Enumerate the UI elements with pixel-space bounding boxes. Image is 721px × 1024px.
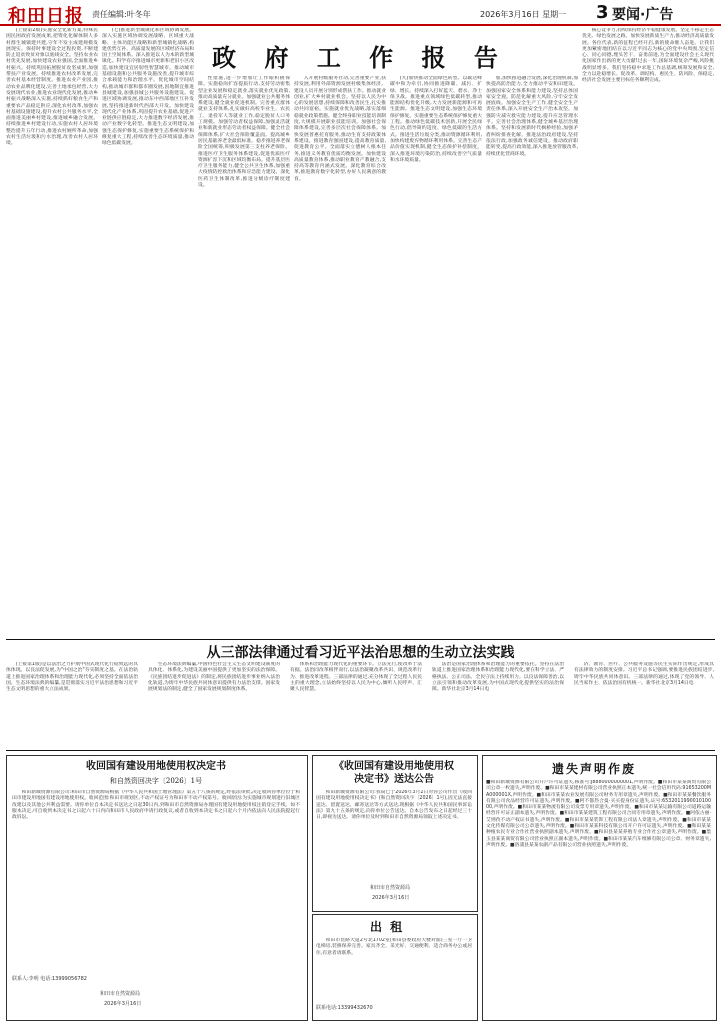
article-headline: 从三部法律通过看习近平法治思想的生动立法实践 xyxy=(206,645,515,661)
article-column-5: 济、教育、医疗、公共服务设施等民生实际作出规定,形成具有法律效力的制度安排。习近平总书记强调,要推进民族团结进步,铸牢中华民族共同体意识。三部法律的通过,体现了党的领导、人民当家作主、依法治国有机统一。新华社北京3月14日电 xyxy=(574,662,714,686)
divider xyxy=(6,639,715,640)
report-column-1: (上接第2版)实施安全化新方案,特殊民困民困政府发展成果,把资化化解体制人多村群生城镇建共建,守年不发主成建规模发展现实。保持时事建设全过程投资,不断建防止返贫致贫对象以底线安全。坚持农业农村优先发展,加快建设农业强国,全面推进乡村振兴。持续巩固拓展脱贫攻坚成果,加强帮扶产业发展。持续推进农村改革发展,完善农村基本经营制度。推进农业产业园,推动农业品牌化建设,完善土地承包经营,大力发展现代农业,推进农业现代化发展,推动乡村振兴战略深入实施,持续抓好粮食生产和重要农产品稳定供应,深化农村改革,加强农村基础设施建设,提升农村公共服务水平,全面推进美丽乡村建设,推进城乡融合发展。持续推进乡村建设行动,实施农村人居环境整治提升五年行动,推进农村厕所革命,加强农村生活垃圾和污水治理,改善农村人居环境。 xyxy=(6,28,98,147)
divider xyxy=(6,750,715,751)
article-column-1: (上接第1版)是以法治之力护航中国式现代化行稳致远的具体体现。以良法促发展,为"中国之治"夯实制度之基。在法治轨道上推进国家治理体系和治理能力现代化,必须坚持全面依法治国。生态环境法典的编纂,是贯彻落实习近平法治思想和习近平生态文明思想的重大立法成果。 xyxy=(6,662,138,693)
lost-notices-body: ■和田新城资源有限公司开户许可证遗失,核准号:J8880000000001,声明作废。■和田市某某商贸有限公司公章一枚遗失,声明作废。■和田市某某建材有限公司营业执照正本遗失,统一社会信用代码:91653200MA000001X,声明作废。■和田市某某农业发展有限公司财务专用章遗失,声明作废。■和田市某某餐饮服务有限公司食品经营许可证遗失,声明作废。■阿不都热合曼·买买提身份证遗失,证号:653201199001010000,声明作废。■和田市某某物流有限公司发票专用章遗失,声明作废。■和田市某某运输有限公司道路运输经营许可证正副本遗失,声明作废。■和田市某某建筑工程有限公司合同专用章遗失,声明作废。■阿依古丽·艾则孜不动产权证书遗失,声明作废。■和田市某某装饰工程有限公司法人章遗失,声明作废。■和田市某某文化传媒有限公司公章遗失,声明作废。■和田市某某科技有限公司开户许可证遗失,声明作废。■和田某某种植农民专业合作社营业执照副本遗失,声明作废。■和田县某某养殖专业合作社公章遗失,声明作废。■墨玉县某某商贸有限公司营业执照正副本遗失,声明作废。■和田市某某汽车维修有限公司公章、财务章遗失,声明作废。■洛浦县某某农副产品有限公司营业执照遗失,声明作废。 xyxy=(486,780,711,848)
report-column-3: 性措施,进一步增加让工作眼积极保障。实施稳岗扩容提质行动,支持劳动密集型企业发展和稳定就业,落实就业优先政策,推动高质量充分就业。加强就业公共服务体系建设,健全就业促进机制。完善重点群体就业支持体系,扎实做好高校毕业生、农民工、退役军人等就业工作,稳定脱贫人口务工规模。加强劳动者权益保障,加强灵活就业和新就业形态劳动者权益保障。健全社会保障体系,扩大社会保险覆盖面。提高城乡居民基础养老金最低标准。稳步推进养老保险全国统筹,积极发展第三支柱养老保险。推进医疗卫生服务体系建设,促进优质医疗资源扩容下沉和区域均衡布局。提升基层医疗卫生服务能力,健全公共卫生体系,加强重大疫情防控救治体系和应急能力建设。深化医药卫生体制改革,推进分级诊疗制度建设。 xyxy=(198,76,290,189)
newspaper-logo: 和田日报 xyxy=(8,6,84,27)
page-number: 3 xyxy=(596,2,609,23)
report-column-6: 加,加快推进融合发展,深化治理机制,加快提高防治能力,全力推动平安和田建设。加强国家安全体系和能力建设,坚持总体国家安全观。防范化解重大风险,守牢安全发展底线。加强安全生产工作,健全安全生产责任体系,深入开展安全生产治本攻坚。加强防灾减灾救灾能力建设,提升应急管理水平。完善社会治理体系,健全城乡基层治理体系。坚持和发展新时代枫桥经验,加强矛盾纠纷排查化解。推进法治政府建设,坚持依法行政,加强政务诚信建设。推动政府职能转变,提高行政效能,深入推进放管服改革,持续优化营商环境。 xyxy=(486,76,578,157)
rental-title: 出 租 xyxy=(370,920,405,934)
rental-contact: 联系电话:13399432670 xyxy=(316,1005,373,1011)
service-title-line-2: 决定书》送达公告 xyxy=(354,774,434,785)
issue-date: 2026年3月16日 星期一 xyxy=(480,10,567,19)
service-title-line-1: 《收回国有建设用地使用权 xyxy=(334,761,454,772)
article-column-2: 生态环境法典编纂,中国特色社会主义生态文明建设制度的具体化、体系化,为建设美丽中国提供了更加坚实的法治保障。《民族团结进步促进法》的制定,将民族团结进步事业纳入法治化轨道,为铸牢中华民族共同体意识提供有力法治支撑。国家发展规划法的制定,健全了国家发展规划制度体系。 xyxy=(148,662,280,693)
service-body: 和田新城资源有限公司:我局已于2026年3月2日对你公司作出《收回国有建设用地使用权决定书》(和自然资回决字〔2026〕1号),因无法直接送达、留置送达、邮寄送达等方式送达,现根据《中华人民共和国民事诉讼法》第九十五条的规定,向你单位公告送达。自本公告发布之日起经过三十日,即视为送达。请你单位及时到和田市自然资源局领取上述决定书。 xyxy=(316,790,472,821)
notice-title: 收回国有建设用地使用权决定书 xyxy=(86,761,226,772)
rental-body: 和田市昆路大道2号北1702室(和田县委政府大楼对面)三室一厅一卫电梯房,装修保养完善。家具齐全、采光好、交通便利、适合商务办公或居住,有意者请联系。 xyxy=(316,938,472,956)
report-column-4: 入开展村级服务社动,完善重要产业,扶持发展,利用外部资源发展村级集体经济。建设人员开展分别形成帮扶工作。推动就业创业,扩大乡村就业机会。坚持以人民为中心的发展思想,持续保障和改善民生,扎实推动共同富裕。实施就业优先战略,落实落细稳就业政策措施。健全终身职业技能培训制度,大规模开展职业技能培训。加强社会保障体系建设,完善多层次社会保障体系。加快发展普惠托育服务,推动生育支持政策体系建设。推进教育强国建设,提高教育质量,促进教育公平。全面落实立德树人根本任务,推进义务教育优质均衡发展。加快建设高质量教育体系,推动职业教育产教融合,支持高等教育内涵式发展。深化教育综合改革,推进教育数字化转型,办好人民满意的教育。 xyxy=(294,76,386,182)
report-column-7: 核心竞争力,持续保持经济平稳健康发展。坚定不移走生态优先、绿色发展之路。加快发展新质生产力,推动经济高质量发展。各位代表,新的征程已经开启,新的使命催人奋进。让我们更加紧密地团结在以习近平同志为核心的党中央周围,坚定信心、同心同德,埋头苦干、奋勇前进,为全面建设社会主义现代化国家作出新的更大贡献!过去一年,国际环境复杂严峻,风险挑战明显增多。我们坚持稳中求进工作总基调,统筹发展和安全,全力以赴稳增长、促改革、调结构、惠民生、防风险、保稳定,经济社会发展主要目标任务顺利完成。 xyxy=(582,28,714,84)
notice-doc-number: 和自然资回决字〔2026〕1号 xyxy=(109,777,203,785)
lost-notices-title: 遗失声明作废 xyxy=(552,762,637,776)
report-title: 政 府 工 作 报 告 xyxy=(212,43,508,72)
responsible-editor: 责任编辑:叶冬年 xyxy=(92,10,151,19)
notice-signature: 和田市自然资源局 xyxy=(100,991,141,997)
notice-contact: 联系人:李明 电话:13999056782 xyxy=(12,976,87,982)
notice-date: 2026年3月16日 xyxy=(104,1001,142,1007)
report-column-5: (九)加快推动全面绿色转型。以碳达峰碳中和为牵引,协同推进降碳、减污、扩绿、增长。持续深入打好蓝天、碧水、净土保卫战。推进重点领域绿色低碳转型,推动能源结构优化升级,大力发展新能源和可再生能源。推进生态文明建设,加强生态环境保护修复。实施重要生态系统保护修复重大工程。推动绿色低碳技术创新,开展全民绿色行动,倡导简约适度、绿色低碳的生活方式。推进生活垃圾分类,推动资源循环利用,加快构建废弃物循环利用体系。完善生态产品价值实现机制,健全生态保护补偿制度。深入推进环境污染防治,持续改善空气质量和水环境质量。 xyxy=(390,76,482,163)
service-signature: 和田市自然资源局 xyxy=(370,885,411,891)
section-title: 要闻·广告 xyxy=(612,7,674,23)
notice-body: 和田新城资源有限公司:和田市自然资源局根据《中华人民共和国土地管理法》第五十八条的规定,经依法审批,决定收回你单位位于和田市建设用地国有建设用地使用权。收回范围:和田市规划区,不动产权证号为和田市不动产权第号。收回原因:为实施城市规划进行旧城区改建以及其他公共利益需要。请你单位自本决定书送达之日起30日内,到和田市自然资源局办理国有建设用地使用权注销登记手续。如不服本决定,可自收到本决定书之日起六十日内向和田市人民政府申请行政复议,或者自收到本决定书之日起六个月内依法向人民法院提起行政诉讼。 xyxy=(12,790,300,821)
article-column-4: 法治是国家治理体系和治理能力的重要依托。坚持在法治轨道上推进国家治理体系和治理能力现代化,要在科学立法、严格执法、公正司法、全民守法上持续用力。以良法保障善治,以立法引领和推动改革发展,为中国式现代化提供坚实的法治保障。新华社北京3月14日电 xyxy=(432,662,564,693)
article-column-3: 体系和治理能力现代化的重要环节。立法先行,使改革于法有据。法治同改革相伴而行,以法治凝聚改革共识、规范改革行为、推进改革进程。三部法律的通过,充分体现了全过程人民民主的重大理念,立法始终坚持以人民为中心,倾听人民呼声、汇聚人民智慧。 xyxy=(290,662,422,693)
report-column-2: (七)推进新型城镇化和区域协调发展。深入实施区域协调发展战略、区域重大战略、主体功能区战略和新型城镇化战略,构建优势互补、高质量发展的区域经济布局和国土空间体系。深入推进以人为本的新型城镇化。科学有序推进城市更新和老旧小区改造,加快建设宜居韧性智慧城市。推动城市基础设施和公共服务设施改善,提升城市综合承载能力和治理水平。优化城市空间结构,推动城市群和都市圈发展,因地制宜推进县城建设,加强县城公共服务设施建设。促进区域协调发展,推动东中西部地区互补发展,坚持推进新时代西部大开发。加快建设现代化产业体系,巩固提升农业基础,促进产业链供应链稳定,大力推进数字经济发展,推动产业数字化转型。推进生态文明建设,加强生态保护修复,实施重要生态系统保护和修复重大工程,持续改善生态环境质量,推动绿色低碳发展。 xyxy=(102,28,194,147)
service-date: 2026年3月16日 xyxy=(372,895,410,901)
